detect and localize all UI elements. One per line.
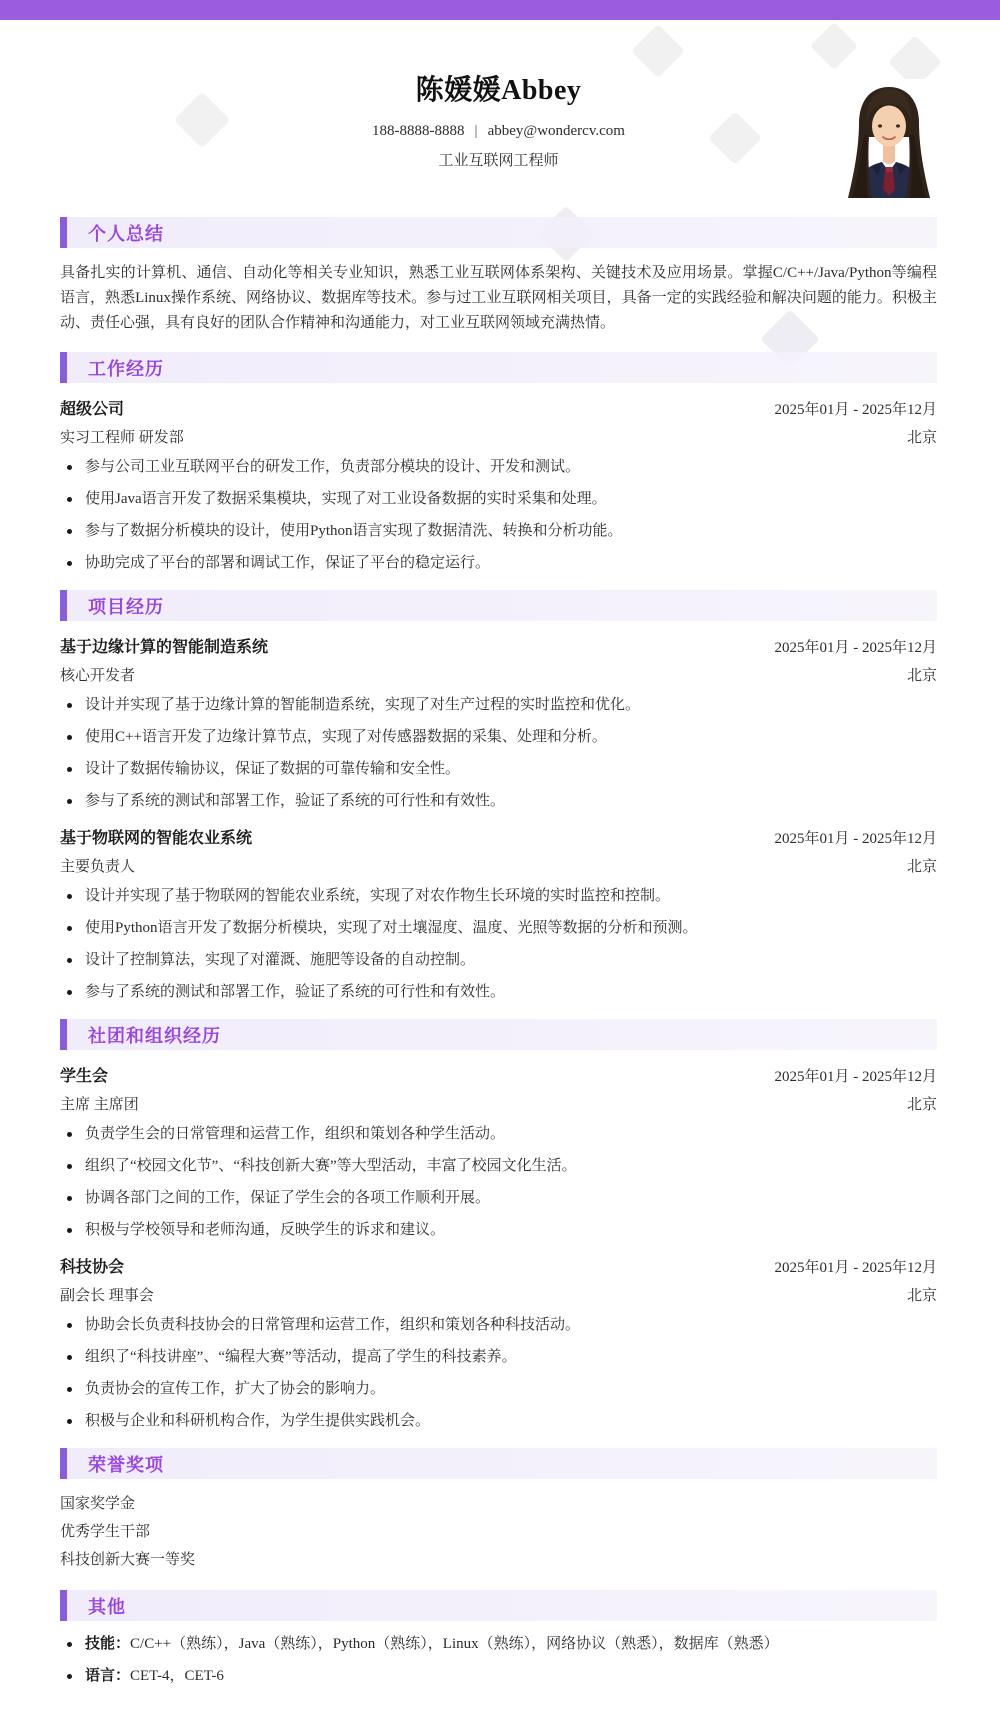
section-title: 个人总结 bbox=[88, 223, 164, 244]
organization-bullet-list bbox=[60, 1124, 937, 1241]
honor-list bbox=[60, 1490, 937, 1574]
location: 北京 bbox=[906, 1288, 937, 1304]
section-header-other bbox=[60, 1590, 937, 1621]
organization-bullet-list bbox=[60, 1315, 937, 1432]
project-name: 基于边缘计算的智能制造系统 bbox=[60, 639, 269, 656]
bullet-item: 负责协会的宣传工作，扩大了协会的影响力。 bbox=[60, 1379, 937, 1400]
organization-name: 科技协会 bbox=[60, 1259, 125, 1276]
project-role: 主要负责人 bbox=[60, 859, 136, 875]
bullet-item: 积极与企业和科研机构合作，为学生提供实践机会。 bbox=[60, 1411, 937, 1432]
location: 北京 bbox=[906, 430, 937, 446]
top-accent-bar bbox=[0, 0, 1000, 20]
contact-line bbox=[60, 123, 937, 140]
bullet-item: 设计并实现了基于边缘计算的智能制造系统，实现了对生产过程的实时监控和优化。 bbox=[60, 695, 937, 716]
bullet-item: 积极与学校领导和老师沟通，反映学生的诉求和建议。 bbox=[60, 1220, 937, 1241]
date-range: 2025年01月 - 2025年12月 bbox=[774, 1260, 937, 1276]
project-entry bbox=[60, 634, 937, 812]
honor-item: 科技创新大赛一等奖 bbox=[60, 1552, 196, 1568]
section-title: 其他 bbox=[88, 1596, 126, 1617]
section-title: 项目经历 bbox=[88, 596, 164, 617]
languages-label: 语言： bbox=[85, 1668, 131, 1684]
project-name: 基于物联网的智能农业系统 bbox=[60, 830, 253, 847]
bullet-item: 协助完成了平台的部署和调试工作，保证了平台的稳定运行。 bbox=[60, 553, 937, 574]
section-header-work bbox=[60, 352, 937, 383]
other-list bbox=[60, 1634, 937, 1687]
work-bullet-list bbox=[60, 457, 937, 574]
project-bullet-list bbox=[60, 886, 937, 1003]
location: 北京 bbox=[906, 668, 937, 684]
languages-text: CET-4，CET-6 bbox=[130, 1668, 224, 1684]
bullet-item: 参与了数据分析模块的设计，使用Python语言实现了数据清洗、转换和分析功能。 bbox=[60, 521, 937, 542]
bullet-item: 协调各部门之间的工作，保证了学生会的各项工作顺利开展。 bbox=[60, 1188, 937, 1209]
bullet-item: 参与了系统的测试和部署工作，验证了系统的可行性和有效性。 bbox=[60, 982, 937, 1003]
job-title: 工业互联网工程师 bbox=[438, 153, 559, 169]
bullet-item: 负责学生会的日常管理和运营工作，组织和策划各种学生活动。 bbox=[60, 1124, 937, 1145]
bullet-item: 参与公司工业互联网平台的研发工作，负责部分模块的设计、开发和测试。 bbox=[60, 457, 937, 478]
section-title: 荣誉奖项 bbox=[88, 1454, 164, 1475]
company-name: 超级公司 bbox=[60, 401, 125, 418]
bullet-item: 组织了“科技讲座”、“编程大赛”等活动，提高了学生的科技素养。 bbox=[60, 1347, 937, 1368]
bullet-item: 使用Java语言开发了数据采集模块，实现了对工业设备数据的实时采集和处理。 bbox=[60, 489, 937, 510]
summary-text: 具备扎实的计算机、通信、自动化等相关专业知识，熟悉工业互联网体系架构、关键技术及应用场景。掌握C/C++/Java/Python等编程语言，熟悉Linux操作系统、网络协议、数据库等技术。参与过工业互联网相关项目，具备一定的实践经验和解决问题的能力。积极主动、责任心强，具有良好的团队合作精神和沟通能力，对工业互联网领域充满热情。 bbox=[60, 265, 937, 331]
bullet-item: 设计并实现了基于物联网的智能农业系统，实现了对农作物生长环境的实时监控和控制。 bbox=[60, 886, 937, 907]
section-header-summary bbox=[60, 217, 937, 248]
position-title: 实习工程师 研发部 bbox=[60, 430, 184, 446]
contact-separator: | bbox=[474, 123, 478, 139]
section-header-honors bbox=[60, 1448, 937, 1479]
work-entry bbox=[60, 396, 937, 574]
organization-role: 主席 主席团 bbox=[60, 1097, 139, 1113]
section-title: 社团和组织经历 bbox=[88, 1025, 221, 1046]
section-header-organizations bbox=[60, 1019, 937, 1050]
organization-entry bbox=[60, 1063, 937, 1241]
project-role: 核心开发者 bbox=[60, 668, 136, 684]
bullet-item: 使用Python语言开发了数据分析模块，实现了对土壤湿度、温度、光照等数据的分析和预测。 bbox=[60, 918, 937, 939]
project-entry bbox=[60, 825, 937, 1003]
date-range: 2025年01月 - 2025年12月 bbox=[774, 1069, 937, 1085]
organization-entry bbox=[60, 1254, 937, 1432]
organization-role: 副会长 理事会 bbox=[60, 1288, 154, 1304]
location: 北京 bbox=[906, 1097, 937, 1113]
date-range: 2025年01月 - 2025年12月 bbox=[774, 831, 937, 847]
bullet-item: 协助会长负责科技协会的日常管理和运营工作，组织和策划各种科技活动。 bbox=[60, 1315, 937, 1336]
bullet-item: 使用C++语言开发了边缘计算节点，实现了对传感器数据的采集、处理和分析。 bbox=[60, 727, 937, 748]
location: 北京 bbox=[906, 859, 937, 875]
skills-text: C/C++（熟练），Java（熟练），Python（熟练），Linux（熟练），网络协议（熟悉），数据库（熟悉） bbox=[130, 1636, 779, 1652]
languages-item bbox=[60, 1666, 937, 1687]
section-header-projects bbox=[60, 590, 937, 621]
honor-item: 国家奖学金 bbox=[60, 1496, 136, 1512]
candidate-name: 陈媛媛Abbey bbox=[415, 75, 582, 106]
organization-name: 学生会 bbox=[60, 1068, 109, 1085]
skills-label: 技能： bbox=[85, 1636, 131, 1652]
date-range: 2025年01月 - 2025年12月 bbox=[774, 640, 937, 656]
email-address: abbey@wondercv.com bbox=[487, 123, 625, 139]
date-range: 2025年01月 - 2025年12月 bbox=[774, 402, 937, 418]
profile-photo bbox=[838, 79, 940, 198]
bullet-item: 设计了数据传输协议，保证了数据的可靠传输和安全性。 bbox=[60, 759, 937, 780]
bullet-item: 组织了“校园文化节”、“科技创新大赛”等大型活动，丰富了校园文化生活。 bbox=[60, 1156, 937, 1177]
resume-header bbox=[60, 20, 937, 217]
section-title: 工作经历 bbox=[88, 358, 164, 379]
honor-item: 优秀学生干部 bbox=[60, 1524, 151, 1540]
phone-number: 188-8888-8888 bbox=[372, 123, 465, 139]
bullet-item: 参与了系统的测试和部署工作，验证了系统的可行性和有效性。 bbox=[60, 791, 937, 812]
project-bullet-list bbox=[60, 695, 937, 812]
bullet-item: 设计了控制算法，实现了对灌溉、施肥等设备的自动控制。 bbox=[60, 950, 937, 971]
skills-item bbox=[60, 1634, 937, 1655]
